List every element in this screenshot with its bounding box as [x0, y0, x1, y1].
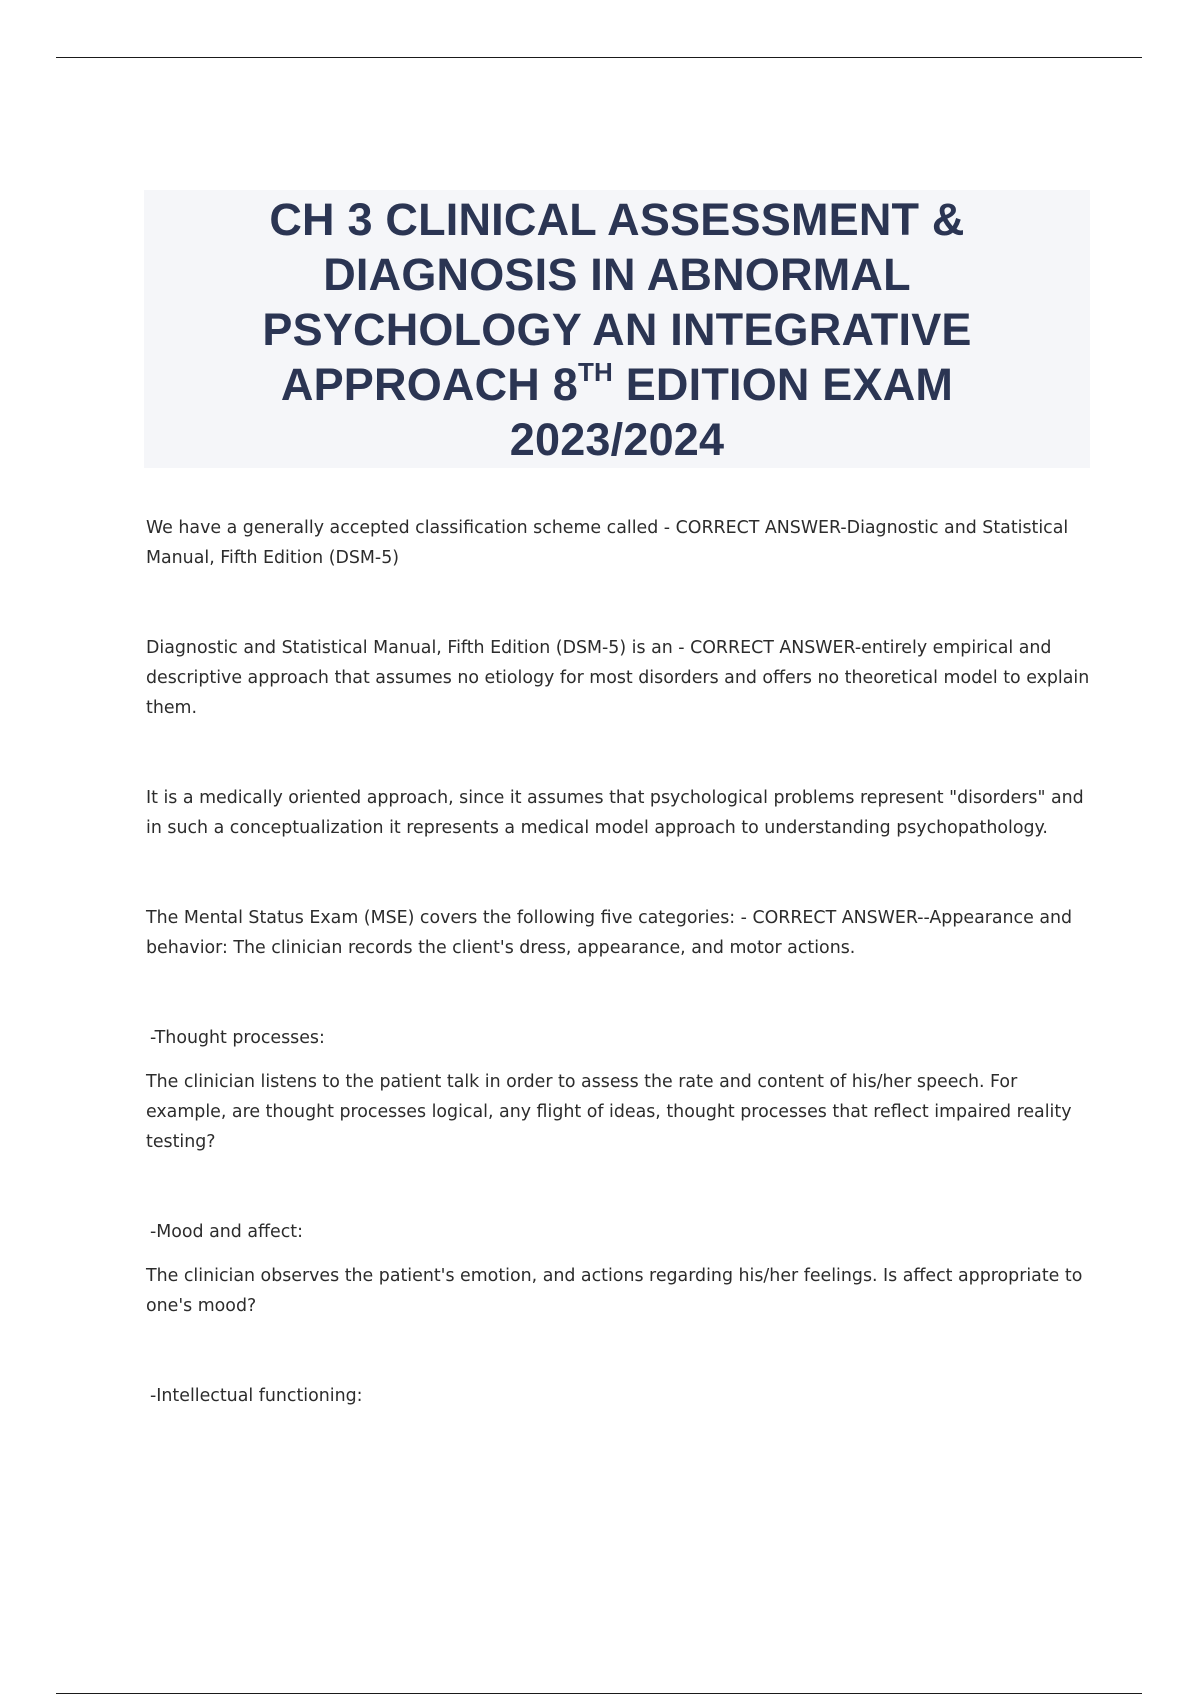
title-line-4-suffix: EDITION EXAM: [613, 358, 954, 410]
title-line-2: DIAGNOSIS IN ABNORMAL: [323, 248, 911, 300]
bottom-rule: [56, 1693, 1142, 1694]
title-line-3: PSYCHOLOGY AN INTEGRATIVE: [262, 303, 972, 355]
paragraph-thought-processes: The clinician listens to the patient talk in order to assess the rate and content of his/her speech. For example, are thought processes logical, any flight of ideas, thought processes that reflect impaired reality testing?: [146, 1072, 1072, 1152]
title-line-4-prefix: APPROACH 8: [280, 358, 578, 410]
top-rule: [56, 57, 1142, 58]
heading-thought-processes: -Thought processes:: [150, 1028, 325, 1048]
title-line-4-superscript: TH: [577, 356, 613, 387]
heading-mood-affect: -Mood and affect:: [150, 1222, 303, 1242]
paragraph-medical-model: It is a medically oriented approach, since it assumes that psychological problems represent "disorders" and in such a conceptualization it represents a medical model approach to understanding psychopathology.: [146, 788, 1084, 838]
document-body: [146, 513, 1096, 1411]
paragraph-dsm-approach: Diagnostic and Statistical Manual, Fifth Edition (DSM-5) is an - CORRECT ANSWER-entirely empirical and descriptive approach that assumes no etiology for most disorders and offers no theoretical model to explain them.: [146, 638, 1090, 718]
title-line-1: CH 3 CLINICAL ASSESSMENT &: [269, 193, 965, 245]
paragraph-mood-affect: The clinician observes the patient's emotion, and actions regarding his/her feelings. Is affect appropriate to one's mood?: [146, 1266, 1083, 1316]
title-banner: [144, 190, 1090, 468]
paragraph-dsm-classification: We have a generally accepted classification scheme called - CORRECT ANSWER-Diagnostic and Statistical Manual, Fifth Edition (DSM-5): [146, 518, 1069, 568]
title-line-5: 2023/2024: [509, 413, 725, 465]
document-title: [144, 192, 1090, 467]
heading-intellectual-functioning: -Intellectual functioning:: [150, 1386, 363, 1406]
paragraph-mse-categories: The Mental Status Exam (MSE) covers the following five categories: - CORRECT ANSWER--Appearance and behavior: The clinician records the client's dress, appearance, and motor actions.: [146, 908, 1073, 958]
